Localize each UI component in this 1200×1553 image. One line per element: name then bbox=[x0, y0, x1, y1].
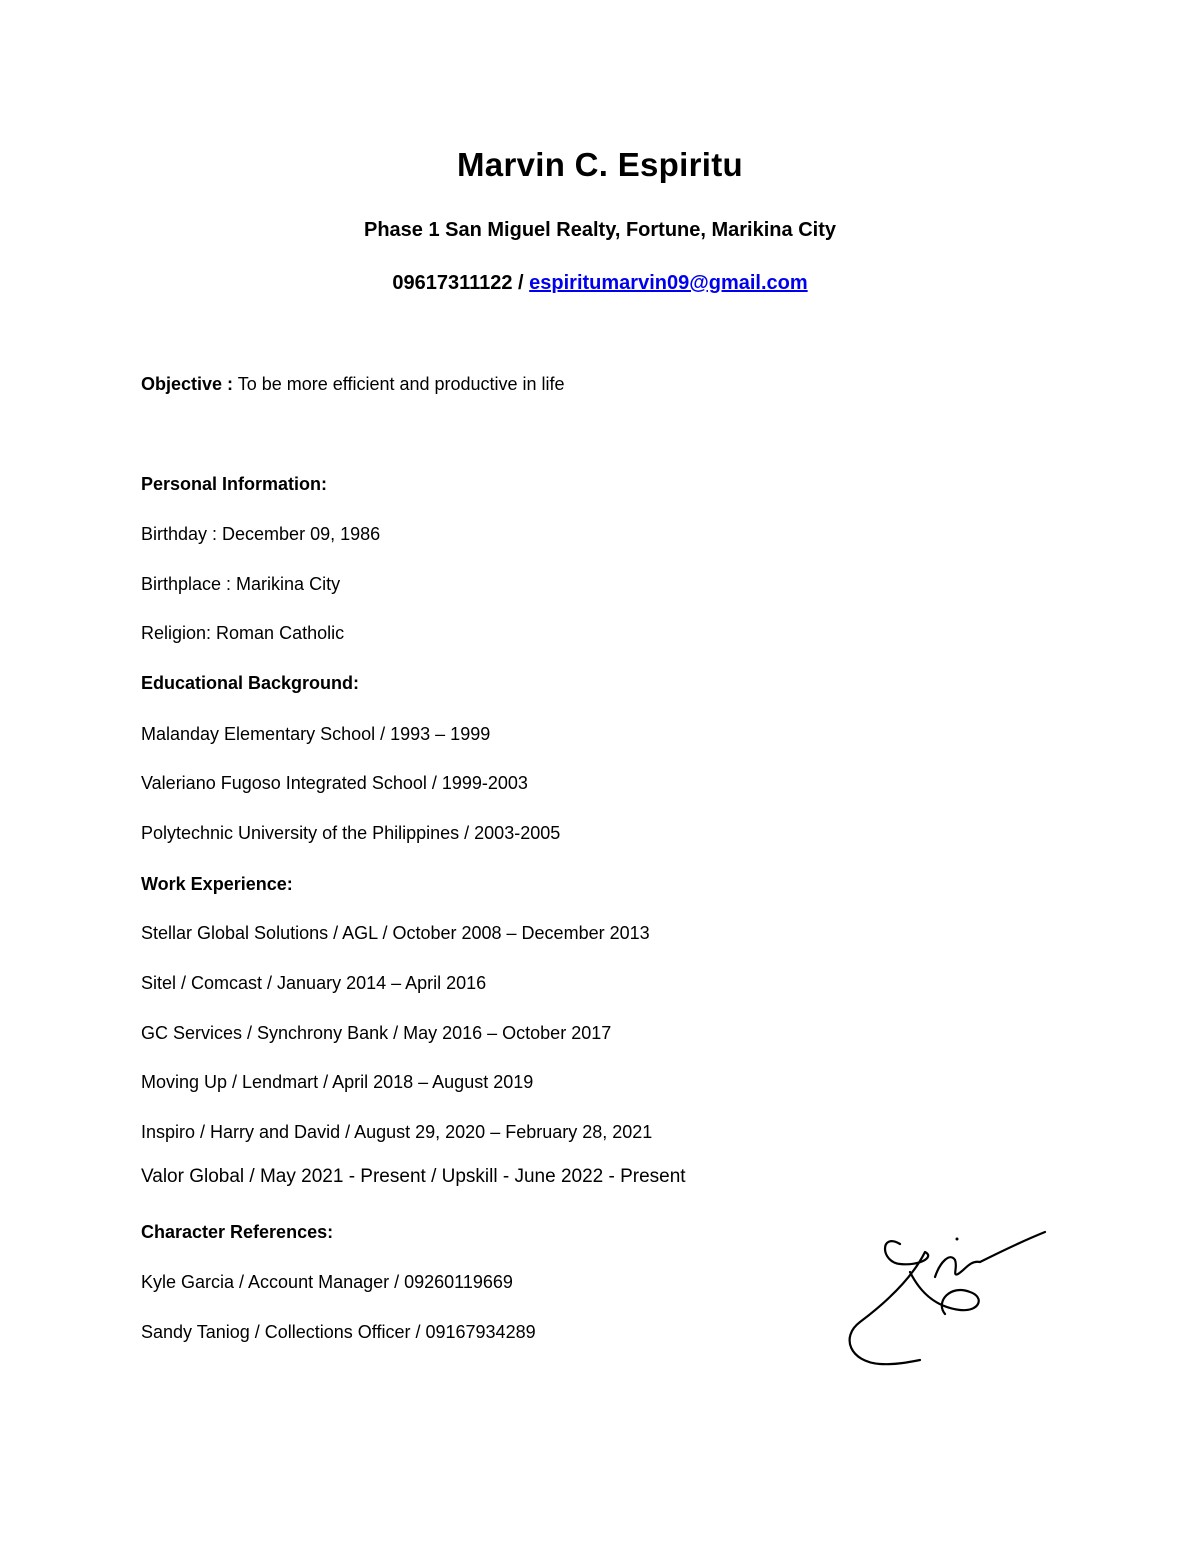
work-experience-item: Moving Up / Lendmart / April 2018 – August 2019 bbox=[141, 1072, 534, 1092]
objective-line bbox=[141, 373, 565, 395]
work-experience-item: Sitel / Comcast / January 2014 – April 2016 bbox=[141, 973, 487, 993]
work-experience-item: GC Services / Synchrony Bank / May 2016 – October 2017 bbox=[141, 1023, 612, 1043]
education-item: Polytechnic University of the Philippines / 2003-2005 bbox=[141, 823, 561, 843]
applicant-name: Marvin C. Espiritu bbox=[457, 146, 743, 183]
education-item: Valeriano Fugoso Integrated School / 1999-2003 bbox=[141, 773, 528, 793]
applicant-address: Phase 1 San Miguel Realty, Fortune, Marikina City bbox=[364, 219, 836, 241]
work-experience-item: Stellar Global Solutions / AGL / October 2008 – December 2013 bbox=[141, 923, 650, 943]
objective-text: To be more efficient and productive in life bbox=[233, 374, 565, 394]
reference-item: Kyle Garcia / Account Manager / 09260119669 bbox=[141, 1272, 513, 1292]
contact-separator: / bbox=[512, 272, 530, 294]
education-heading: Educational Background: bbox=[141, 673, 360, 693]
contact-line bbox=[0, 272, 1200, 295]
handwritten-signature-icon bbox=[840, 1222, 1055, 1372]
reference-item: Sandy Taniog / Collections Officer / 09167934289 bbox=[141, 1322, 536, 1342]
objective-label: Objective : bbox=[141, 374, 234, 394]
work-experience-heading: Work Experience: bbox=[141, 874, 293, 894]
personal-info-item: Birthplace : Marikina City bbox=[141, 574, 341, 594]
references-heading: Character References: bbox=[141, 1222, 334, 1242]
email-link[interactable]: espiritumarvin09@gmail.com bbox=[529, 272, 808, 294]
phone-number: 09617311122 bbox=[392, 272, 513, 294]
education-item: Malanday Elementary School / 1993 – 1999 bbox=[141, 724, 491, 744]
personal-info-heading: Personal Information: bbox=[141, 474, 328, 494]
work-experience-item: Valor Global / May 2021 - Present / Upskill - June 2022 - Present bbox=[141, 1166, 686, 1187]
work-experience-item: Inspiro / Harry and David / August 29, 2020 – February 28, 2021 bbox=[141, 1122, 653, 1142]
personal-info-item: Religion: Roman Catholic bbox=[141, 623, 345, 643]
personal-info-item: Birthday : December 09, 1986 bbox=[141, 524, 381, 544]
